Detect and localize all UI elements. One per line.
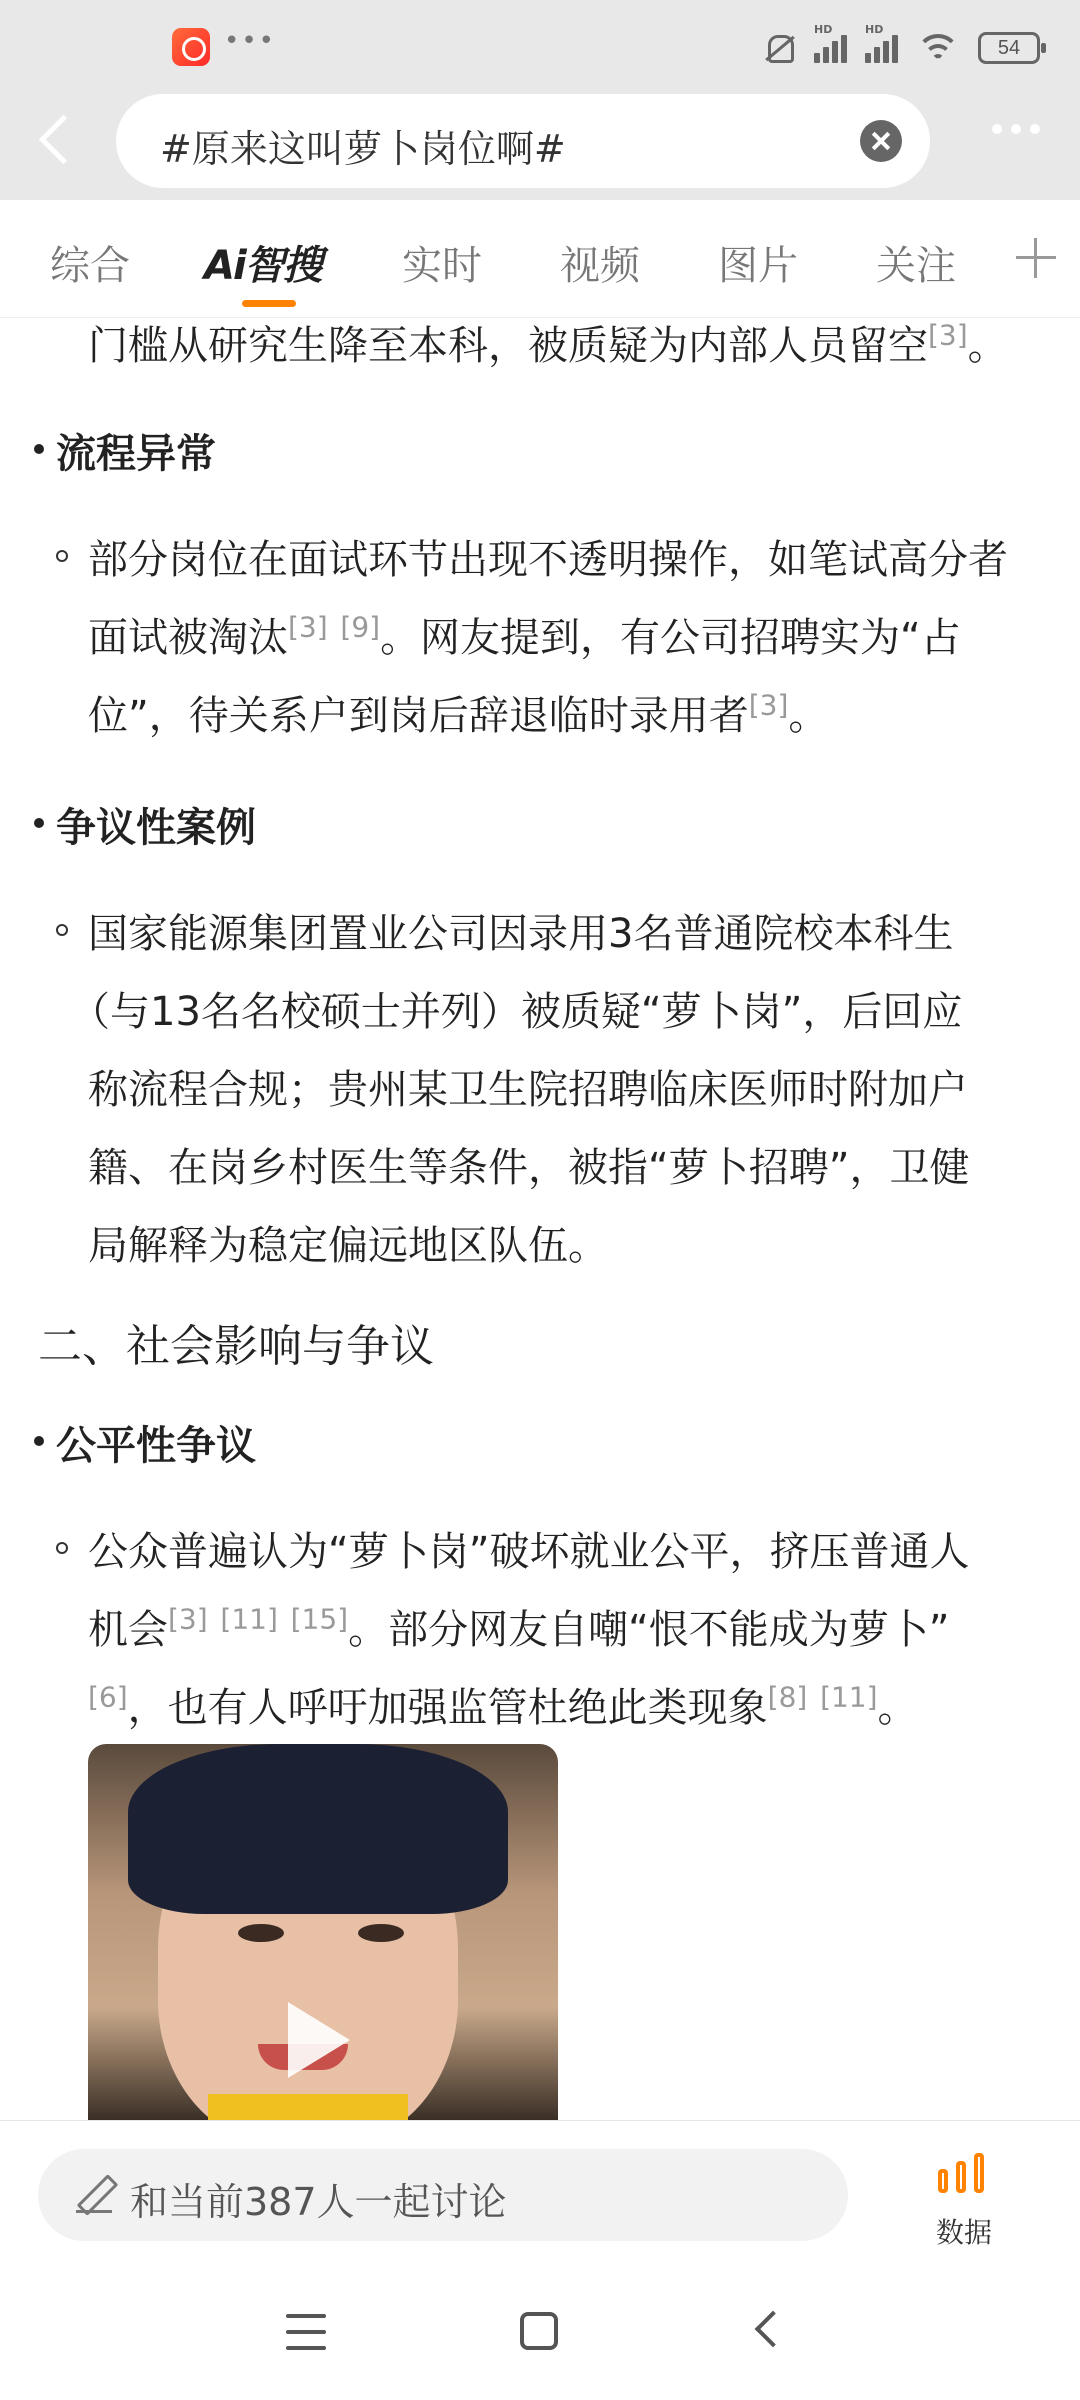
citation-link[interactable]: [11] [820,1680,878,1714]
mute-bell-icon [762,31,796,65]
clear-search-button[interactable] [860,120,902,162]
status-bar [0,0,1080,90]
tab-realtime[interactable]: 实时 [402,243,482,289]
sub-bullet-marker [56,1542,68,1554]
video-thumbnail[interactable] [88,1744,558,2120]
recent-apps-button[interactable] [286,2314,326,2350]
citation-link[interactable]: [3] [928,318,968,352]
bullet-heading-fairness: 公平性争议 [56,1414,256,1471]
text-line: 机会[3] [11] [15]。部分网友自嘲“恨不能成为萝卜” [88,1602,950,1653]
text-line: 局解释为稳定偏远地区队伍。 [88,1223,608,1269]
bullet-heading-process: 流程异常 [56,422,216,479]
text-line: 位”，待关系户到岗后辞退临时录用者[3]。 [88,688,829,739]
add-tab-icon[interactable] [1016,238,1056,278]
tab-comprehensive[interactable]: 综合 [50,243,130,289]
citation-link[interactable]: [9] [340,610,381,644]
citation-link[interactable]: [3] [288,610,328,644]
discuss-input[interactable] [38,2149,848,2241]
home-button[interactable] [520,2312,558,2350]
status-icons [762,23,1040,68]
text-line: 面试被淘汰[3] [9]。网友提到，有公司招聘实为“占 [88,610,961,661]
citation-link[interactable]: [11] [220,1602,278,1636]
tab-video[interactable]: 视频 [560,243,640,289]
tab-ai-search[interactable]: Ai智搜 [204,243,321,289]
text-line: 称流程合规；贵州某卫生院招聘临床医师时附加户 [88,1067,968,1113]
text-line: （与13名名校硕士并列）被质疑“萝卜岗”，后回应 [70,989,963,1035]
back-button[interactable] [30,108,80,168]
battery-icon: 54 [978,32,1040,64]
video-eye-image [238,1924,284,1942]
text-line: 籍、在岗乡村医生等条件，被指“萝卜招聘”，卫健 [88,1145,970,1191]
video-hair-image [128,1744,508,1914]
more-notifications-icon: ••• [224,26,277,56]
sub-bullet-marker [56,924,68,936]
citation-link[interactable]: [6] [88,1680,128,1714]
citation-link[interactable]: [3] [748,688,789,722]
wifi-icon [916,32,960,64]
section-title: 二、社会影响与争议 [38,1321,434,1372]
system-navigation-bar [0,2268,1080,2400]
active-tab-indicator [242,300,296,307]
signal-icon-1: HD [814,33,847,63]
bullet-heading-cases: 争议性案例 [56,796,256,853]
header [0,0,1080,200]
video-caption-strip [208,2094,408,2120]
search-input[interactable] [116,94,930,188]
citation-link[interactable]: [8] [767,1680,808,1714]
play-icon[interactable] [288,2002,350,2078]
sub-bullet-marker [56,550,68,562]
tab-follow[interactable]: 关注 [876,243,956,289]
search-query: #原来这叫萝卜岗位啊# [160,127,566,171]
search-tabs [0,200,1080,318]
ai-answer-content [0,318,1080,2120]
bottom-action-bar [0,2120,1080,2268]
citation-link[interactable]: [3] [168,1602,208,1636]
pencil-icon [76,2177,112,2213]
system-back-button[interactable] [755,2311,792,2348]
data-chart-icon[interactable] [938,2143,992,2197]
video-eye-image [358,1924,404,1942]
signal-icon-2: HD [865,33,898,63]
text-line: [6]，也有人呼吁加强监管杜绝此类现象[8] [11]。 [88,1680,918,1731]
text-line: 部分岗位在面试环节出现不透明操作，如笔试高分者 [88,537,1008,583]
citation-link[interactable]: [15] [290,1602,349,1636]
discuss-placeholder: 和当前387人一起讨论 [130,2180,507,2224]
text-line: 公众普遍认为“萝卜岗”破坏就业公平，挤压普通人 [88,1529,970,1575]
app-notification-icon [172,28,210,66]
text-line: 国家能源集团置业公司因录用3名普通院校本科生 [88,911,954,957]
tab-images[interactable]: 图片 [718,243,798,289]
more-options-button[interactable] [992,124,1040,134]
data-button-label[interactable]: 数据 [936,2216,993,2249]
text-line: 门槛从研究生降至本科，被质疑为内部人员留空[3]。 [88,318,1008,369]
